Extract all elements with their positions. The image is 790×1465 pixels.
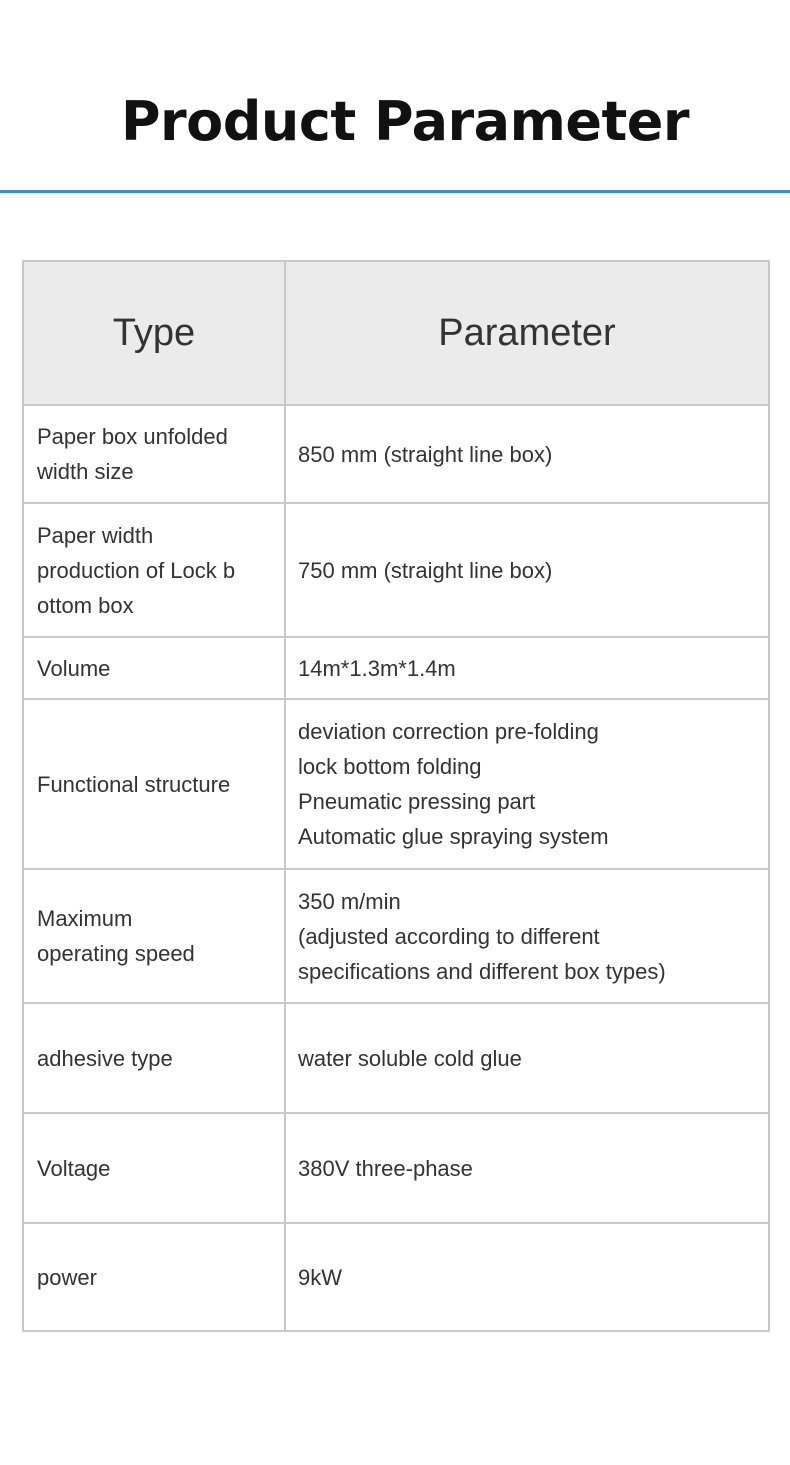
- row-value-cell: [285, 1003, 769, 1113]
- row-value-cell: [285, 1113, 769, 1223]
- type-text: Paper width: [37, 522, 154, 548]
- type-text: ottom box: [37, 592, 134, 618]
- value-text: Pneumatic pressing part: [298, 789, 536, 814]
- type-text: production of Lock b: [37, 557, 236, 583]
- header-type: Type: [23, 261, 285, 405]
- row-value-cell: [285, 1223, 769, 1331]
- value-text: lock bottom folding: [298, 754, 482, 779]
- type-text: Maximum: [37, 906, 133, 931]
- parameter-table: [22, 260, 770, 1332]
- table-row: [23, 869, 769, 1003]
- type-text: Volume: [37, 655, 111, 681]
- page-title: Product Parameter: [120, 90, 690, 153]
- row-value-cell: [285, 405, 769, 503]
- row-type-cell: [23, 1223, 285, 1331]
- title-divider: [0, 190, 790, 193]
- value-text: 850 mm (straight line box): [298, 441, 553, 467]
- table-row: [23, 1223, 769, 1331]
- row-value-cell: [285, 869, 769, 1003]
- table-row: [23, 699, 769, 869]
- value-text: Automatic glue spraying system: [298, 824, 609, 849]
- type-text: power: [37, 1264, 97, 1290]
- row-value-cell: [285, 637, 769, 699]
- type-text: operating speed: [37, 941, 195, 966]
- row-type-cell: [23, 1003, 285, 1113]
- value-text: 9kW: [298, 1264, 342, 1290]
- value-text: 350 m/min: [298, 888, 401, 914]
- row-type-cell: [23, 869, 285, 1003]
- type-text: adhesive type: [37, 1045, 173, 1071]
- row-type-cell: [23, 1113, 285, 1223]
- row-value-cell: [285, 503, 769, 637]
- type-text: Paper box unfolded: [37, 424, 228, 449]
- header-parameter: Parameter: [285, 261, 769, 405]
- value-text: specifications and different box types): [298, 958, 666, 984]
- row-type-cell: [23, 637, 285, 699]
- table-row: [23, 405, 769, 503]
- row-value-cell: [285, 699, 769, 869]
- table-row: [23, 503, 769, 637]
- type-text: width size: [37, 459, 134, 484]
- row-type-cell: [23, 405, 285, 503]
- row-type-cell: [23, 699, 285, 869]
- value-text: 750 mm (straight line box): [298, 557, 553, 583]
- value-text: deviation correction pre-folding: [298, 719, 599, 744]
- table-header-row: [23, 261, 769, 405]
- type-text: Voltage: [37, 1155, 111, 1181]
- value-text: 14m*1.3m*1.4m: [298, 655, 456, 681]
- table-row: [23, 1003, 769, 1113]
- value-text: water soluble cold glue: [298, 1045, 522, 1071]
- table-row: [23, 1113, 769, 1223]
- value-text: (adjusted according to different: [298, 923, 600, 949]
- table-row: [23, 637, 769, 699]
- row-type-cell: [23, 503, 285, 637]
- value-text: 380V three-phase: [298, 1155, 473, 1181]
- type-text: Functional structure: [37, 771, 231, 797]
